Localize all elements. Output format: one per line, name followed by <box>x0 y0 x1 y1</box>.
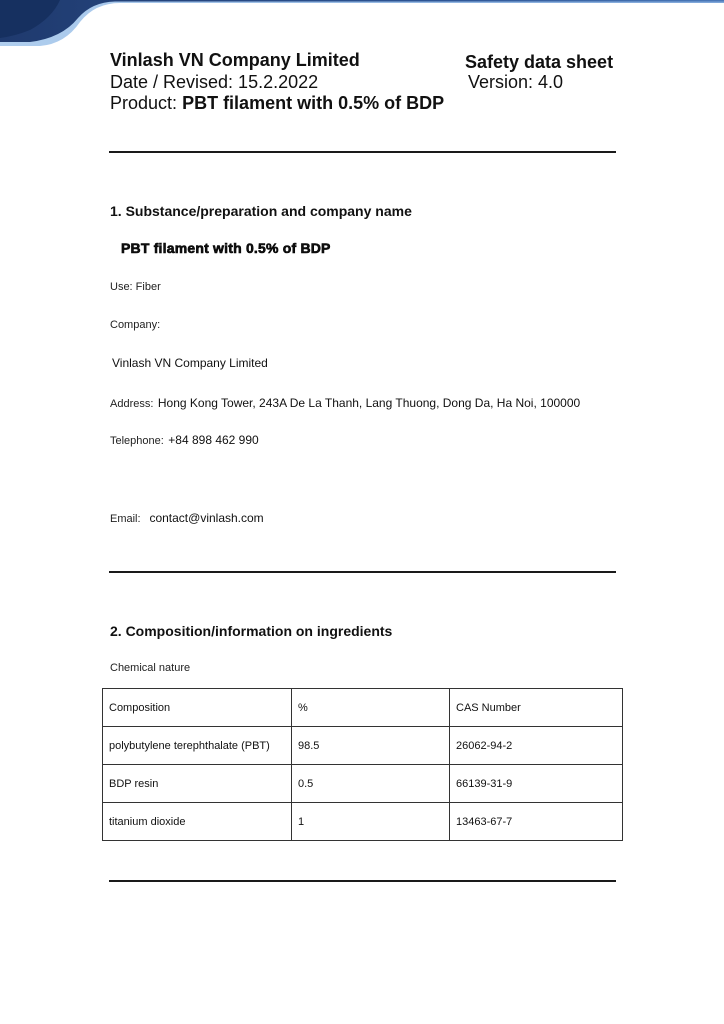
table-cell: 26062-94-2 <box>450 727 623 765</box>
divider <box>109 880 616 882</box>
company-name: Vinlash VN Company Limited <box>110 50 360 70</box>
composition-table <box>102 688 623 841</box>
table-header-row <box>103 689 623 727</box>
section-2-heading: 2. Composition/information on ingredients <box>110 623 393 639</box>
address-label: Address: <box>110 398 154 410</box>
product-label: Product: <box>110 93 178 113</box>
section-1-product-name: PBT filament with 0.5% of BDP <box>121 240 331 256</box>
table-cell: titanium dioxide <box>103 803 292 841</box>
divider <box>109 151 616 153</box>
product-line <box>110 93 444 114</box>
table-header-cell: % <box>292 689 450 727</box>
document-title: Safety data sheet <box>465 52 614 72</box>
address-line <box>110 394 580 412</box>
version: Version: 4.0 <box>468 72 564 92</box>
table-header-cell: CAS Number <box>450 689 623 727</box>
table-cell: 1 <box>292 803 450 841</box>
use-line: Use: Fiber <box>110 281 161 293</box>
table-row <box>103 765 623 803</box>
table-cell: polybutylene terephthalate (PBT) <box>103 727 292 765</box>
table-cell: 98.5 <box>292 727 450 765</box>
divider <box>109 571 616 573</box>
address-value: Hong Kong Tower, 243A De La Thanh, Lang Thuong, Dong Da, Ha Noi, 100000 <box>157 396 581 410</box>
table-cell: 66139-31-9 <box>450 765 623 803</box>
chemical-nature-label: Chemical nature <box>110 662 191 674</box>
email-label: Email: <box>110 513 141 525</box>
company-label: Company: <box>110 319 161 331</box>
company-value: Vinlash VN Company Limited <box>112 356 268 370</box>
table-row <box>103 803 623 841</box>
header-wave-decoration <box>0 0 724 48</box>
product-name: PBT filament with 0.5% of BDP <box>182 93 445 113</box>
telephone-value: +84 898 462 990 <box>168 433 259 447</box>
email-value: contact@vinlash.com <box>149 511 264 525</box>
table-cell: 0.5 <box>292 765 450 803</box>
email-line <box>110 509 264 527</box>
table-row <box>103 727 623 765</box>
table-cell: BDP resin <box>103 765 292 803</box>
table-cell: 13463-67-7 <box>450 803 623 841</box>
section-1-heading: 1. Substance/preparation and company name <box>110 203 412 219</box>
table-header-cell: Composition <box>103 689 292 727</box>
telephone-label: Telephone: <box>110 435 164 447</box>
telephone-line <box>110 431 259 449</box>
revision-date: Date / Revised: 15.2.2022 <box>110 72 319 92</box>
